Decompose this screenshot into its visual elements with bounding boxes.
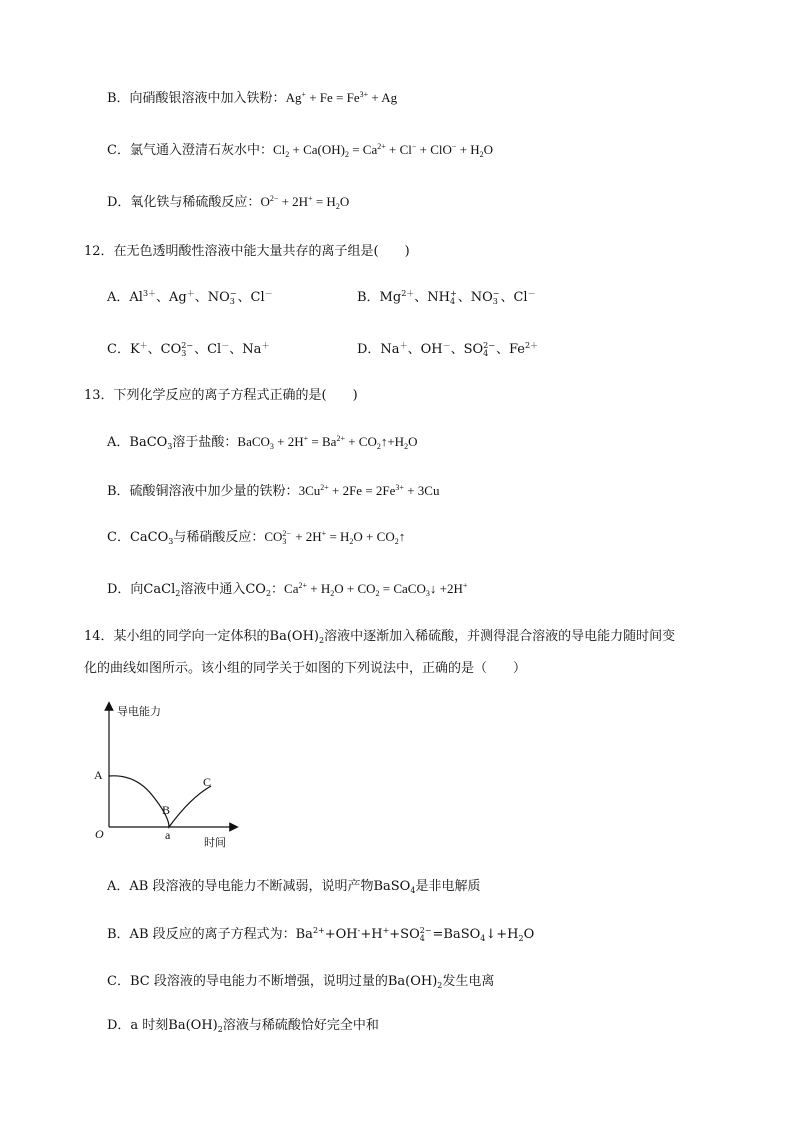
q13-stem: 13．下列化学反应的离子方程式正确的是( ) <box>84 388 358 403</box>
q11-d-equation: $O^{2-} + 2H^+ = H_2O$ <box>260 194 350 211</box>
q12-options-row2 <box>107 341 707 359</box>
q13-option-d: D．向CaCl$_2$溶液中通入$CO_2$：$Ca^{2+} + H_2O + CO_2$ = CaCO$_3$↓ +2H+ <box>107 581 468 598</box>
q12-options-row1 <box>107 289 707 307</box>
q13-option-b: B．硫酸铜溶液中加少量的铁粉：$3Cu^{2+} + 2Fe = 2Fe^{3+} + 3Cu$ <box>107 483 440 499</box>
q11-c-equation: $Cl_2 + Ca(OH)_2 = Ca^{2+} + Cl^- + ClO^- + H_2O$ <box>272 142 494 159</box>
conductivity-graph <box>90 700 250 860</box>
x-axis-label: 时间 <box>204 836 226 849</box>
q14-option-c: C．BC 段溶液的导电能力不断增强，说明过量的$Ba(OH)_2$发生电离 <box>107 974 495 990</box>
y-axis-label: 导电能力 <box>117 705 161 718</box>
q11-option-d: D．氧化铁与稀硫酸反应：$O^{2-} + 2H^+ = H_2O$ <box>107 194 350 211</box>
q11-option-b: B．向硝酸银溶液中加入铁粉：$Ag^+ + Fe = Fe^{3+} + Ag$ <box>107 90 398 106</box>
origin-label: O <box>95 827 104 841</box>
q12-option-b: B．$Mg^{2+}$、NH + 4 、NO − 3 、Cl－ <box>357 288 536 306</box>
q13-option-a: A．BaCO$_3$溶于盐酸：BaCO$_3$ + $2H^+ = Ba^{2+}$ + $CO_2↑+H_2O$ <box>107 434 418 451</box>
q11-option-c: C．氯气通入澄清石灰水中：$Cl_2 + Ca(OH)_2 = Ca^{2+} + Cl^- + ClO^- + H_2O$ <box>107 142 494 159</box>
q12-option-d: D．Na＋、OH－、SO 2− 4 、$Fe^{2+}$ <box>357 340 539 358</box>
tick-a-label: a <box>165 828 171 842</box>
point-c-label: C <box>203 775 212 789</box>
q12-option-a: A．$Al^{3+}$、Ag＋、NO − 3 、Cl－ <box>107 288 273 306</box>
conductivity-curve <box>109 776 211 827</box>
q12-stem: 12．在无色透明酸性溶液中能大量共存的离子组是( ) <box>84 244 410 259</box>
q11-b-equation: $Ag^+ + Fe = Fe^{3+} + Ag$ <box>285 90 398 105</box>
q14-option-b: B．AB 段反应的离子方程式为：$Ba^{2+}+OH^-+H^++SO$ 2− 4 $=BaSO_4↓+H_2O$ <box>107 925 535 943</box>
q14-stem-line2: 化的曲线如图所示。该小组的同学关于如图的下列说法中，正确的是（ ） <box>84 661 527 676</box>
point-b-label: B <box>162 803 171 817</box>
q13-option-c: C．CaCO$_3$与稀硝酸反应：CO 2− 3 + $2H^+ = H_2O$ + $CO_2↑$ <box>107 529 406 547</box>
q12-option-c: C．K＋、CO 2− 3 、Cl－、Na＋ <box>107 340 270 358</box>
q14-option-d: D．a 时刻$Ba(OH)_2$溶液与稀硫酸恰好完全中和 <box>107 1018 379 1034</box>
point-a-label: A <box>94 768 103 782</box>
q14-stem-line1: 14．某小组的同学向一定体积的$Ba(OH)_2$溶液中逐渐加入稀硫酸，并测得混合溶液的导电能力随时间变 <box>84 629 676 645</box>
q14-option-a: A．AB 段溶液的导电能力不断减弱，说明产物BaSO$_4$是非电解质 <box>107 879 481 895</box>
